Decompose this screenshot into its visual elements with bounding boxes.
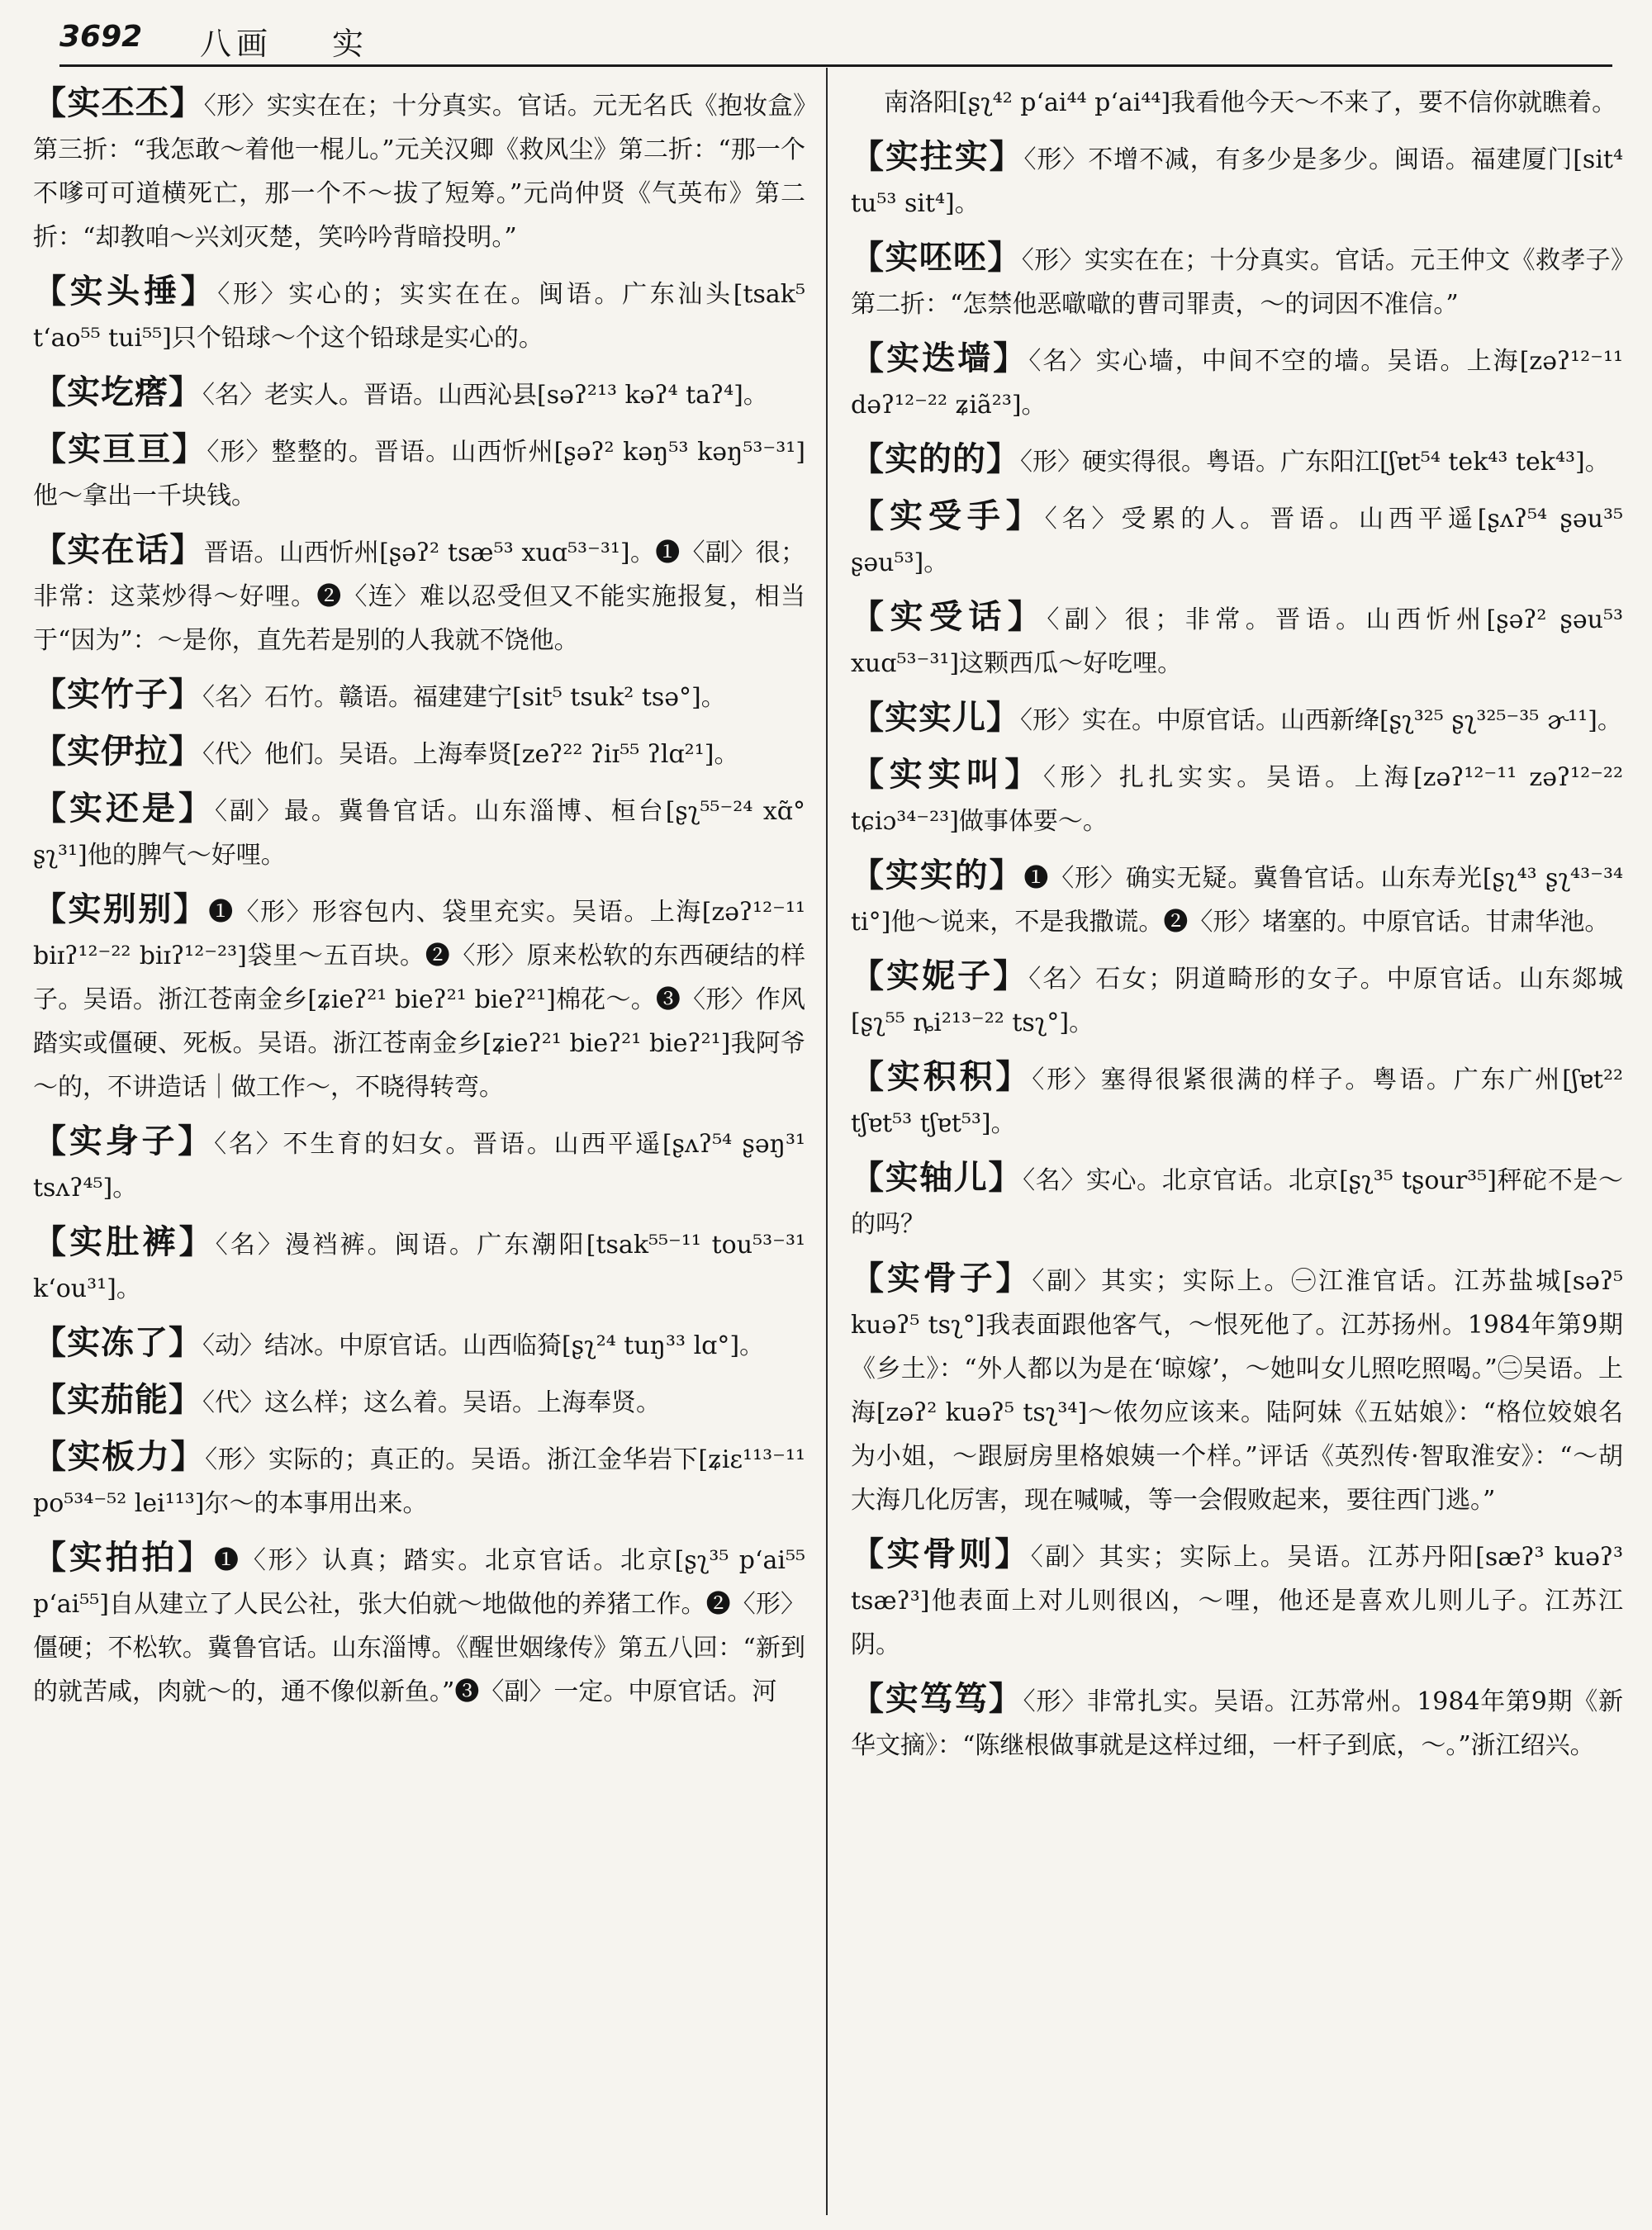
entry-continuation: 南洛阳[ʂʅ⁴² pʻai⁴⁴ pʻai⁴⁴]我看他今天～不来了，要不信你就瞧着。 (884, 88, 1617, 117)
entry-headword: 【实别别】 (33, 890, 209, 928)
entry-headword: 【实头捶】 (33, 272, 218, 311)
entry-headword: 【实丕丕】 (33, 83, 204, 122)
entry-definition: 〈形〉整整的。晋语。山西忻州[ʂəʔ² kəŋ⁵³ kəŋ⁵³⁻³¹]他～拿出一千块钱。 (33, 438, 805, 510)
entry-headword: 【实还是】 (33, 789, 215, 828)
entry-definition: 晋语。山西忻州[ʂəʔ² tsæ⁵³ xuɑ⁵³⁻³¹]。❶〈副〉很；非常：这菜炒得～好哩。❷〈连〉难以忍受但又不能实施报复，相当于“因为”：～是你，直先若是别的人我就不饶他。 (33, 539, 805, 655)
entry-definition: 〈代〉他们。吴语。上海奉贤[zeʔ²² ʔiɪ⁵⁵ ʔlɑ²¹]。 (202, 740, 739, 769)
entry-definition: 〈名〉实心。北京官话。北京[ʂʅ³⁵ tʂour³⁵]秤砣不是～的吗？ (851, 1166, 1623, 1239)
entry-headword: 【实拍拍】 (33, 1538, 215, 1577)
dictionary-entry (33, 1535, 805, 1714)
dictionary-entry (851, 954, 1623, 1045)
entry-definition: 〈形〉塞得很紧很满的样子。粤语。广东广州[ʃɐt²² tʃɐt⁵³ tʃɐt⁵³]。 (851, 1065, 1623, 1138)
entry-definition: 〈形〉实实在在；十分真实。官话。元王仲文《救孝子》第二折：“怎禁他恶噷噷的曹司罪责，～的词因不准信。” (851, 246, 1623, 319)
entry-headword: 【实笃笃】 (851, 1679, 1023, 1718)
entry-headword: 【实伊拉】 (33, 732, 202, 771)
left-column (33, 81, 805, 2212)
entry-headword: 【实轴儿】 (851, 1158, 1023, 1197)
entry-headword: 【实迭墙】 (851, 339, 1029, 377)
entry-definition: 〈形〉不增不减，有多少是多少。闽语。福建厦门[sit⁴ tu⁵³ sit⁴]。 (851, 145, 1623, 218)
dictionary-entry (851, 595, 1623, 686)
dictionary-entry (851, 1532, 1623, 1667)
dictionary-entry (33, 887, 805, 1109)
dictionary-entry (851, 853, 1623, 944)
right-column (851, 81, 1623, 2212)
entry-headword: 【实冻了】 (33, 1323, 202, 1362)
entry-definition: 〈代〉这么样；这么着。吴语。上海奉贤。 (202, 1388, 661, 1417)
entry-headword: 【实亘亘】 (33, 429, 207, 468)
dictionary-entry (33, 269, 805, 360)
entry-headword: 【实板力】 (33, 1437, 206, 1476)
entry-definition: 〈形〉扎扎实实。吴语。上海[zəʔ¹²⁻¹¹ zəʔ¹²⁻²² tɕiɔ³⁴⁻²³]做事体要～。 (851, 763, 1623, 836)
entry-headword: 【实骨则】 (851, 1535, 1031, 1573)
dictionary-entry (33, 1220, 805, 1311)
dictionary-entry (33, 528, 805, 662)
entry-definition: 〈名〉石女；阴道畸形的女子。中原官话。山东郯城[ʂʅ⁵⁵ ȵi²¹³⁻²² tsʅ°]。 (851, 965, 1623, 1037)
section-title: 八画 (200, 26, 273, 62)
page-header (59, 15, 1612, 67)
dictionary-entry (33, 786, 805, 877)
entry-headword: 【实实的】 (851, 856, 1024, 894)
entry-headword: 【实竹子】 (33, 675, 202, 714)
entry-headword: 【实积积】 (851, 1057, 1032, 1096)
entry-headword: 【实呸呸】 (851, 238, 1022, 277)
dictionary-entry (33, 1378, 805, 1425)
entry-headword: 【实实儿】 (851, 698, 1020, 737)
entry-definition: 〈形〉硬实得很。粤语。广东阳江[ʃɐt⁵⁴ tek⁴³ tek⁴³]。 (1020, 448, 1610, 477)
dictionary-entry (33, 1119, 805, 1210)
entry-headword: 【实妮子】 (851, 956, 1029, 995)
entry-headword: 【实肚裤】 (33, 1222, 216, 1261)
entry-definition: 〈形〉实心的；实实在在。闽语。广东汕头[tsak⁵ tʻao⁵⁵ tui⁵⁵]只个铅球～个这个铅球是实心的。 (33, 280, 805, 353)
entry-definition: 〈形〉非常扎实。吴语。江苏常州。1984年第9期《新华文摘》：“陈继根做事就是这样过细，一杆子到底，～。”浙江绍兴。 (851, 1687, 1623, 1760)
dictionary-entry (33, 81, 805, 259)
dictionary-entry (851, 695, 1623, 743)
dictionary-entry (851, 135, 1623, 225)
dictionary-entry (851, 1055, 1623, 1146)
dictionary-entry (851, 437, 1623, 484)
entry-headword: 【实实叫】 (851, 755, 1044, 794)
entry-definition: ❶〈形〉认真；踏实。北京官话。北京[ʂʅ³⁵ pʻai⁵⁵ pʻai⁵⁵]自从建立了人民公社，张大伯就～地做他的养猪工作。❷〈形〉僵硬；不松软。冀鲁官话。山东淄博。《醒世姻缘传》第五八回：“新到的就苦咸，肉就～的，通不像似新鱼。”❸〈副〉一定。中原官话。河 (33, 1546, 805, 1706)
entry-headword: 【实受手】 (851, 496, 1045, 535)
dictionary-entry (851, 235, 1623, 326)
entry-definition: 〈副〉最。冀鲁官话。山东淄博、桓台[ʂʅ⁵⁵⁻²⁴ xɑ̃° ʂʅ³¹]他的脾气～好哩。 (33, 797, 805, 870)
entry-headword: 【实在话】 (33, 530, 204, 569)
entry-definition: 〈名〉老实人。晋语。山西沁县[səʔ²¹³ kəʔ⁴ taʔ⁴]。 (202, 381, 768, 410)
entry-headword: 【实身子】 (33, 1122, 215, 1160)
dictionary-entry (33, 427, 805, 518)
dictionary-entry (33, 370, 805, 417)
head-character: 实 (332, 26, 364, 62)
entry-definition: 〈名〉实心墙，中间不空的墙。吴语。上海[zəʔ¹²⁻¹¹ dəʔ¹²⁻²² ʑiã²³]。 (851, 347, 1623, 420)
dictionary-entry (851, 494, 1623, 585)
entry-definition: 〈形〉实在。中原官话。山西新绛[ʂʅ³²⁵ ʂʅ³²⁵⁻³⁵ ɚ¹¹]。 (1020, 706, 1622, 735)
entry-definition: 〈名〉漫裆裤。闽语。广东潮阳[tsak⁵⁵⁻¹¹ tou⁵³⁻³¹ kʻou³¹]。 (33, 1231, 805, 1303)
entry-headword: 【实茄能】 (33, 1380, 202, 1419)
entry-definition: ❶〈形〉形容包内、袋里充实。吴语。上海[zəʔ¹²⁻¹¹ biɪʔ¹²⁻²² biɪʔ¹²⁻²³]袋里～五百块。❷〈形〉原来松软的东西硬结的样子。吴语。浙江苍南金乡[ʑieʔ²¹ bieʔ²¹ bieʔ²¹]棉花～。❸〈形〉作风踏实或僵硬、死板。吴语。浙江苍南金乡[ʑieʔ²¹ bieʔ²¹ bieʔ²¹]我阿爷～的，不讲造话｜做工作～，不晓得转弯。 (33, 898, 805, 1102)
dictionary-entry (851, 1256, 1623, 1522)
dictionary-entry (33, 1435, 805, 1525)
entry-headword: 【实骨子】 (851, 1259, 1032, 1298)
entry-definition: 〈名〉不生育的妇女。晋语。山西平遥[ʂʌʔ⁵⁴ ʂəŋ³¹ tsʌʔ⁴⁵]。 (33, 1130, 805, 1203)
dictionary-entry (851, 1155, 1623, 1246)
entry-definition: 〈名〉受累的人。晋语。山西平遥[ʂʌʔ⁵⁴ ʂəu³⁵ ʂəu⁵³]。 (851, 505, 1623, 577)
entry-definition: 〈副〉很；非常。晋语。山西忻州[ʂəʔ² ʂəu⁵³ xuɑ⁵³⁻³¹]这颗西瓜～好吃哩。 (851, 605, 1623, 678)
dictionary-entry (33, 729, 805, 776)
entry-definition: ❶〈形〉确实无疑。冀鲁官话。山东寿光[ʂʅ⁴³ ʂʅ⁴³⁻³⁴ ti°]他～说来，不是我撒谎。❷〈形〉堵塞的。中原官话。甘肃华池。 (851, 864, 1623, 937)
dictionary-entry (851, 1677, 1623, 1767)
entry-definition: 〈形〉实际的；真正的。吴语。浙江金华岩下[ʑiɛ¹¹³⁻¹¹ po⁵³⁴⁻⁵² lei¹¹³]尔～的本事用出来。 (33, 1445, 805, 1518)
entry-headword: 【实的的】 (851, 439, 1020, 478)
entry-definition: 〈副〉其实；实际上。㊀江淮官话。江苏盐城[səʔ⁵ kuəʔ⁵ tsʅ°]我表面跟他客气，～恨死他了。江苏扬州。1984年第9期《乡土》：“外人都以为是在‘晾嫁’，～她叫女儿照吃照喝。”㊁吴语。上海[zəʔ² kuəʔ⁵ tsʅ³⁴]～侬勿应该来。陆阿妹《五姑娘》：“格位姣娘名为小姐，～跟厨房里格娘姨一个样。”评话《英烈传·智取淮安》：“～胡大海几化厉害，现在喊喊，等一会假败起来，要往西门逃。” (851, 1267, 1623, 1515)
column-divider (826, 68, 828, 2215)
page-number: 3692 (59, 20, 143, 54)
dictionary-entry (851, 336, 1623, 427)
dictionary-entry (33, 672, 805, 719)
dictionary-entry (851, 752, 1623, 843)
entry-definition: 〈名〉石竹。赣语。福建建宁[sit⁵ tsuk² tsə°]。 (202, 683, 726, 712)
dictionary-entry (33, 1321, 805, 1368)
entry-headword: 【实圪瘩】 (33, 372, 202, 411)
entry-headword: 【实拄实】 (851, 137, 1024, 176)
entry-definition: 〈形〉实实在在；十分真实。官话。元无名氏《抱妆盒》第三折：“我怎敢～着他一棍儿。”元关汉卿《救风尘》第二折：“那一个不嗲可可道横死亡，那一个不～拔了短筹。”元尚仲贤《气英布》第二折：“却教咱～兴刘灭楚，笑吟吟背暗投明。” (33, 92, 805, 252)
entry-definition: 〈动〉结冰。中原官话。山西临猗[ʂʅ²⁴ tuŋ³³ lɑ°]。 (202, 1331, 765, 1360)
entry-definition: 〈副〉其实；实际上。吴语。江苏丹阳[sæʔ³ kuəʔ³ tsæʔ³]他表面上对儿则很凶，～哩，他还是喜欢儿则儿子。江苏江阴。 (851, 1543, 1623, 1659)
entry-headword: 【实受话】 (851, 597, 1047, 636)
